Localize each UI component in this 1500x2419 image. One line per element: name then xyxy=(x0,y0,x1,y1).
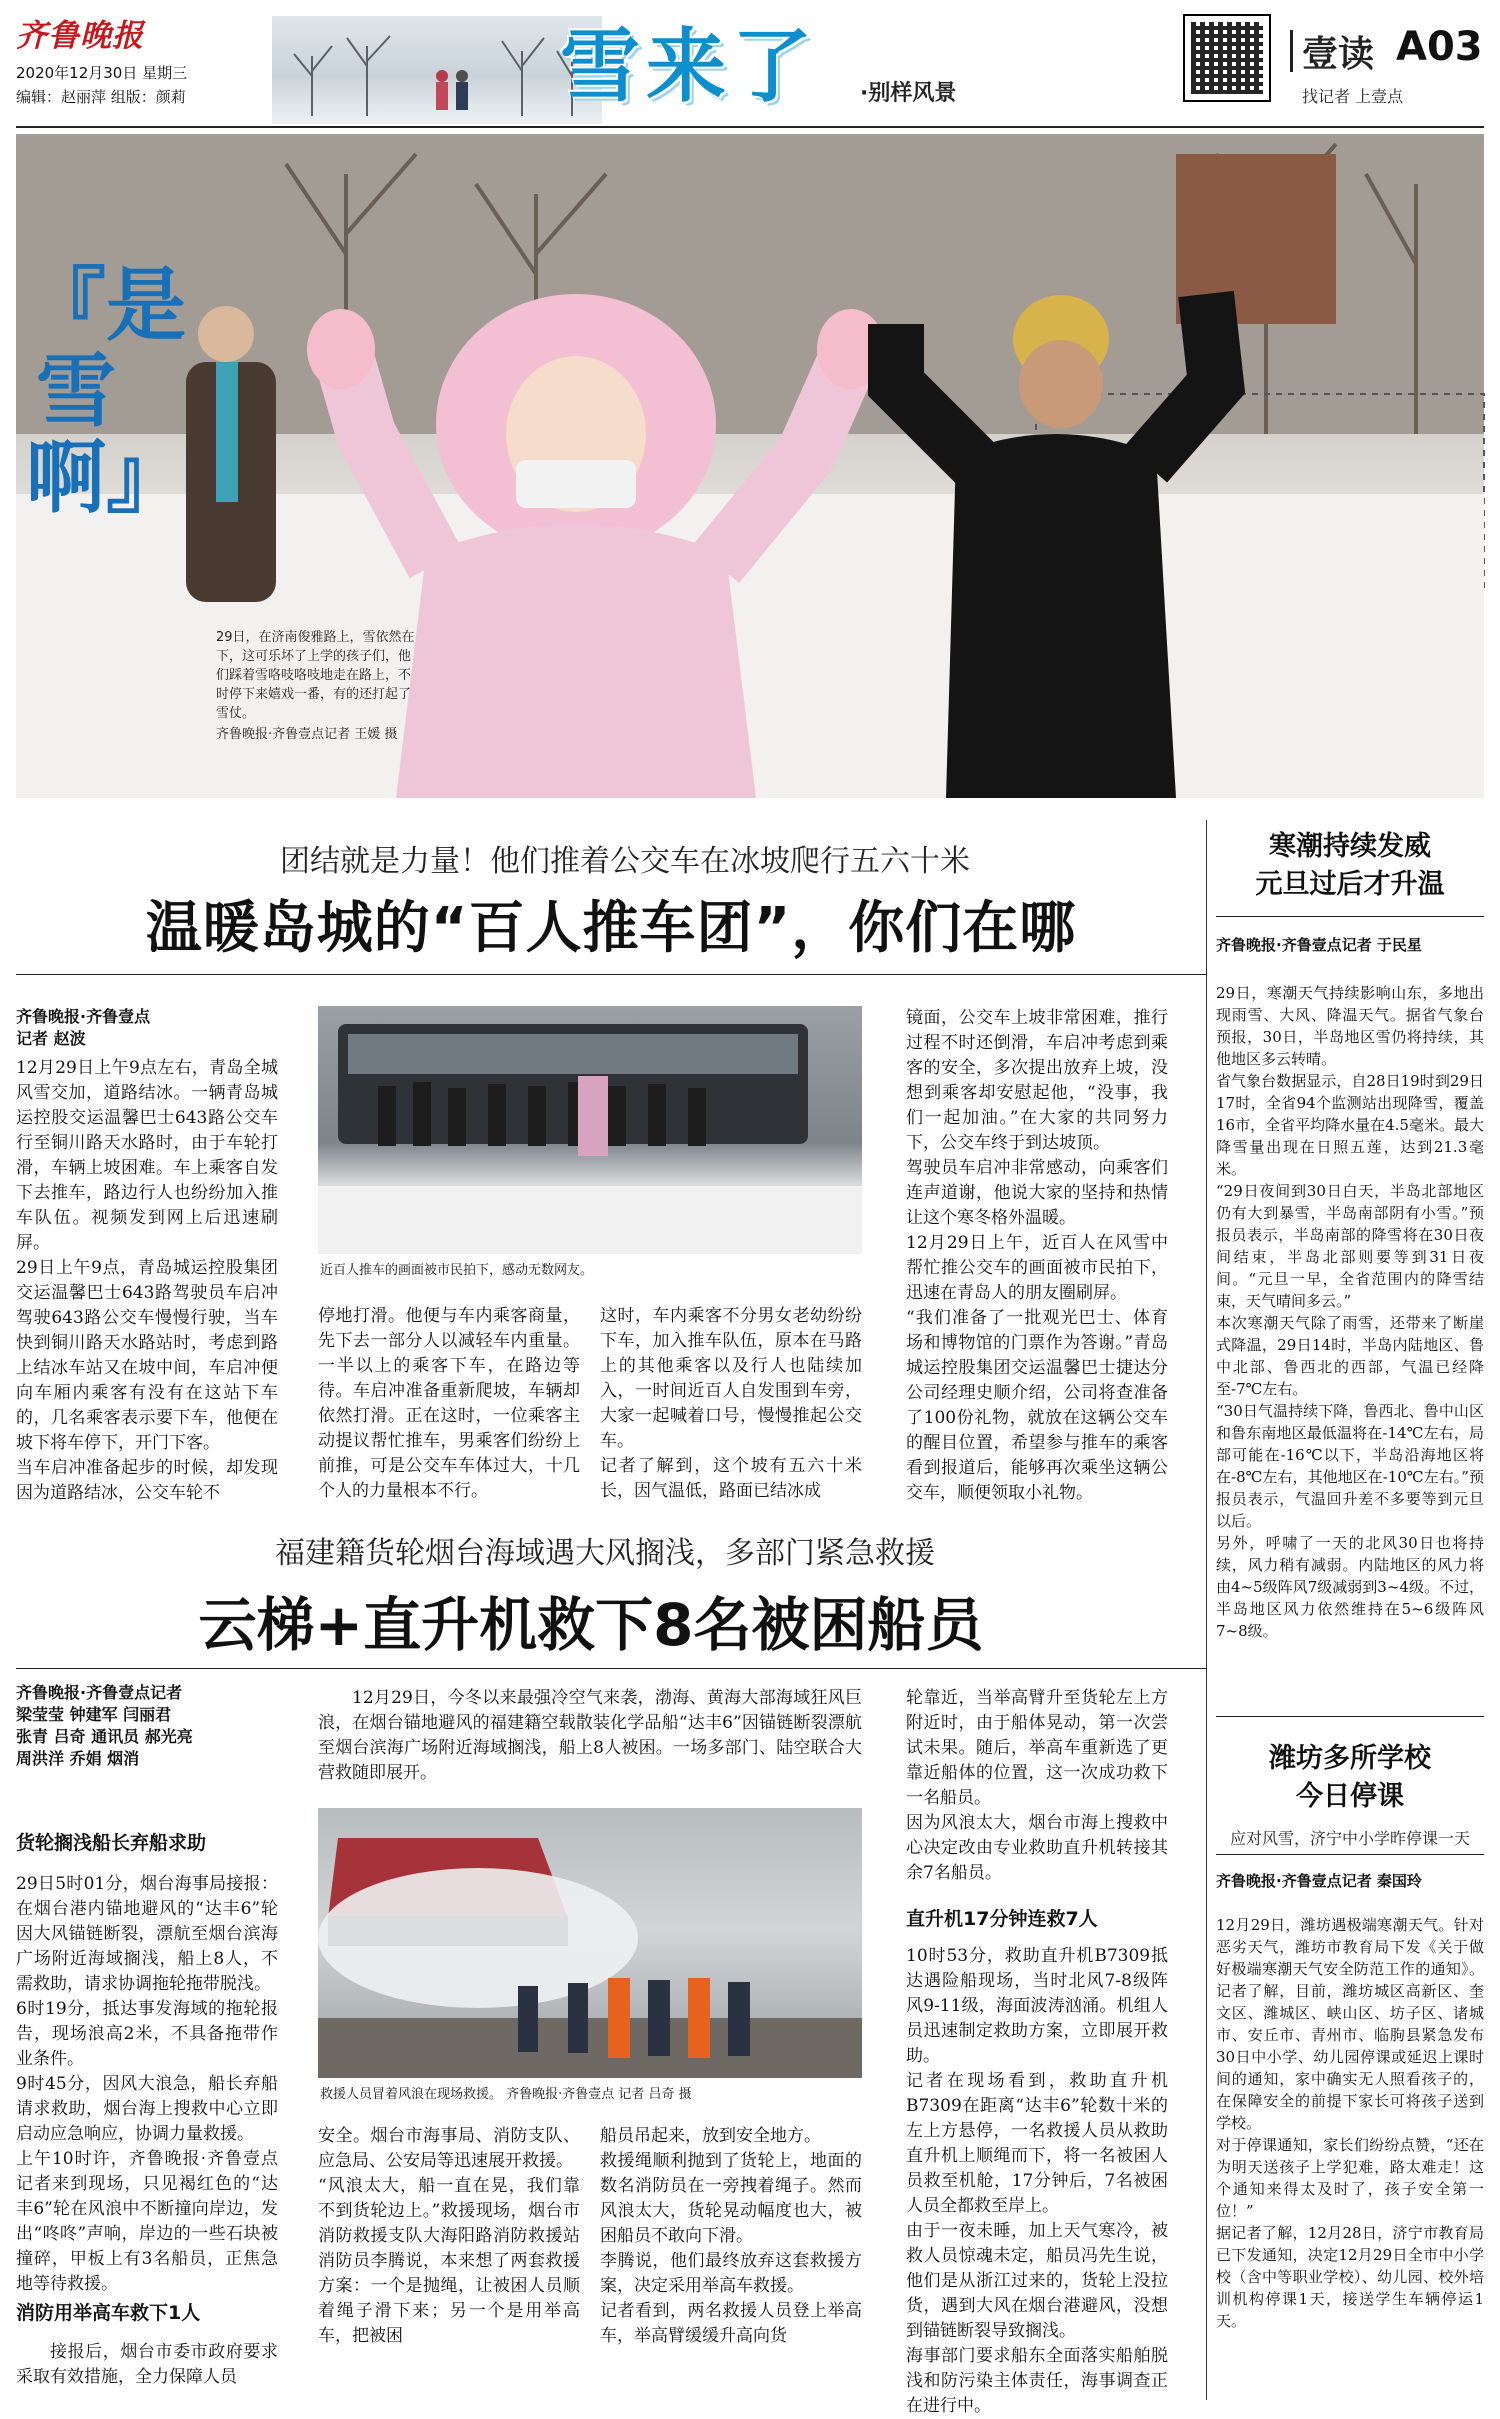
banner-trees xyxy=(272,16,602,124)
story2-photo xyxy=(318,1808,862,2078)
story1-kicker: 团结就是力量！他们推着公交车在冰坡爬行五六十米 xyxy=(280,844,970,879)
masthead-divider xyxy=(1290,30,1293,72)
hero-vertical-title: 『是雪啊』 xyxy=(26,258,186,524)
side2-rule xyxy=(1216,1854,1484,1855)
page-number: A03 xyxy=(1396,24,1483,70)
banner-title: 雪来了 xyxy=(560,19,818,113)
story2-col3: 船员吊起来，放到安全地方。 救援绳顺利抛到了货轮上，地面的数名消防员在一旁拽着绳子。然而风浪太大，货轮晃动幅度也大，被困船员不敢向下滑。 李腾说，他们最终放弃这套救援方案，决定采用举高车救援。 记者看到，两名救援人员登上举高车，举高臂缓缓升高向货 xyxy=(600,2126,862,2346)
story1-headline: 温暖岛城的“百人推车团”，你们在哪 xyxy=(145,896,1077,961)
story1-col2: 停地打滑。他便与车内乘客商量，先下去一部分人以减轻车内重量。一半以上的乘客下车，在路边等待。车启冲准备重新爬坡，车辆却依然打滑。正在这时，一位乘客主动提议帮忙推车，男乘客们纷纷上前推，可是公交车车体过大，十几个人的力量根本不行。 xyxy=(318,1306,580,1501)
story2-col4b: 10时53分，救助直升机B7309抵达遇险船现场，当时北风7-8级阵风9-11级，海面波涛汹涌。机组人员迅速制定救助方案，立即展开救助。 记者在现场看到，救助直升机B7309在距离“达丰6”轮数十米的左上方悬停，一名救援人员从救助直升机上顺绳而下，将一名被困人员救至机舱，17分钟后，7名被困人员全都救至岸上。 由于一夜未睡，加上天气寒冷，被救人员惊魂未定，船员冯先生说，他们是从浙江过来的，货轮上没拉货，遇到大风在烟台港避风，没想到锚链断裂导致搁浅。 海事部门要求船东全面落实船舶脱浅和防污染主体责任，海事调查正在进行中。 xyxy=(906,1946,1168,2416)
story2-sub3: 直升机17分钟连救7人 xyxy=(906,1908,1098,1930)
rescue-scene xyxy=(318,1808,862,2078)
side1-rule xyxy=(1216,916,1484,917)
banner-photo xyxy=(272,16,602,124)
story2-col4: 轮靠近，当举高臂升至货轮左上方附近时，由于船体晃动，第一次尝试未果。随后，举高车重新选了更靠近船体的位置，这一次成功救下一名船员。 因为风浪太大，烟台市海上搜救中心决定改由专业救助直升机转接其余7名船员。 xyxy=(906,1688,1168,1883)
story2-headline: 云梯+直升机救下8名被困船员 xyxy=(198,1591,984,1659)
story1-headline-rule xyxy=(16,974,1206,975)
qr-code[interactable] xyxy=(1183,14,1271,102)
story2-byline: 齐鲁晚报·齐鲁壹点记者 梁莹莹 钟建军 闫丽君 张青 吕奇 通讯员 郝光亮 周洪洋 乔娟 烟消 xyxy=(16,1683,193,1768)
masthead-rule xyxy=(16,126,1484,128)
hero-caption xyxy=(216,628,420,744)
story2-sub2: 消防用举高车救下1人 xyxy=(16,2302,201,2324)
side2-headline-line2: 今日停课 xyxy=(1296,1781,1404,1812)
story2-headline-rule xyxy=(16,1668,1206,1669)
side1-headline-line2: 元旦过后才升温 xyxy=(1255,869,1445,900)
story1-byline-outlet: 齐鲁晚报·齐鲁壹点 xyxy=(16,1007,151,1026)
reporters-line: 找记者 上壹点 xyxy=(1302,87,1404,106)
story2-sub1: 货轮搁浅船长弃船求助 xyxy=(16,1832,207,1854)
story2-col1b: 接报后，烟台市委市政府要求采取有效措施，全力保障人员 xyxy=(16,2342,278,2387)
side1-byline: 齐鲁晚报·齐鲁壹点记者 于民星 xyxy=(1216,936,1422,954)
story1-col3: 这时，车内乘客不分男女老幼纷纷下车，加入推车队伍，原本在马路上的其他乘客以及行人也陆续加入，一时间近百人自发围到车旁，大家一起喊着口号，慢慢推起公交车。 记者了解到，这个坡有五六十米长，因气温低，路面已结冰成 xyxy=(600,1306,862,1501)
story1-col1: 12月29日上午9点左右，青岛全城风雪交加，道路结冰。一辆青岛城运控股交运温馨巴士643路公交车行至铜川路天水路时，由于车轮打滑，车辆上坡困难。车上乘客自发下去推车，路边行人也纷纷加入推车队伍。视频发到网上后迅速刷屏。 29日上午9点，青岛城运控股集团交运温馨巴士643路驾驶员车启冲驾驶643路公交车慢慢行驶，当车快到铜川路天水路站时，考虑到路上结冰车站又在坡中间，车启冲便向车厢内乘客有没有在这站下车的，几名乘客表示要下车，他便在坡下将车停下，开门下客。 当车启冲准备起步的时候，却发现因为道路结冰，公交车轮不 xyxy=(16,1058,278,1503)
story1-byline xyxy=(16,1006,286,1050)
side1-headline xyxy=(1216,828,1484,904)
side2-headline xyxy=(1216,1740,1484,1816)
side2-body: 12月29日，潍坊遇极端寒潮天气。针对恶劣天气，潍坊市教育局下发《关于做好极端寒潮天气安全防范工作的通知》。记者了解，目前，潍坊城区高新区、奎文区、潍城区、峡山区、坊子区、诸城市、安丘市、青州市、临朐县紧急发布30日中小学、幼儿园停课或延迟上课时间的通知，家中确实无人照看孩子的，在保障安全的前提下家长可将孩子送到学校。 对于停课通知，家长们纷纷点赞，“还在为明天送孩子上学犯难，路太难走！这个通知来得太及时了，孩子安全第一位！” 据记者了解，12月28日，济宁市教育局已下发通知，决定12月29日全市中小学校（含中等职业学校）、幼儿园、校外培训机构停课1天，接送学生车辆停运1天。 xyxy=(1216,1916,1484,2330)
editors-line: 编辑：赵丽萍 组版：颜莉 xyxy=(16,88,186,106)
hero-credit: 齐鲁晚报·齐鲁壹点记者 王媛 摄 xyxy=(216,727,398,742)
story2-photo-caption: 救援人员冒着风浪在现场救援。 齐鲁晚报·齐鲁壹点 记者 吕奇 摄 xyxy=(320,2087,692,2102)
side2-top-rule xyxy=(1216,1716,1484,1717)
story2-lead: 12月29日，今冬以来最强冷空气来袭，渤海、黄海大部海域狂风巨浪，在烟台锚地避风的福建籍空载散装化学品船“达丰6”因锚链断裂漂航至烟台滨海广场附近海域搁浅，船上8人被困。一场多部门、陆空联合大营救随即展开。 xyxy=(318,1688,862,1783)
sidebar-divider xyxy=(1206,820,1207,2400)
story1-photo xyxy=(318,1006,862,1254)
side2-deck: 应对风雪，济宁中小学昨停课一天 xyxy=(1229,1829,1470,1848)
bus-scene xyxy=(318,1006,862,1254)
section-name: 壹读 xyxy=(1302,34,1375,75)
story1-photo-caption: 近百人推车的画面被市民拍下，感动无数网友。 xyxy=(320,1263,594,1278)
story1-col4: 镜面，公交车上坡非常困难，推行过程不时还倒滑，车启冲考虑到乘客的安全，多次提出放弃上坡，没想到乘客却安慰起他，“没事，我们一起加油。”在大家的共同努力下，公交车终于到达坡顶。 驾驶员车启冲非常感动，向乘客们连声道谢，他说大家的坚持和热情让这个寒冬格外温暖。 12月29日上午，近百人在风雪中帮忙推公交车的画面被市民拍下，迅速在青岛人的朋友圈刷屏。 “我们准备了一批观光巴士、体育场和博物馆的门票作为答谢。”青岛城运控股集团交运温馨巴士捷达分公司经理史顺介绍，公司将查准备了100份礼物，就放在这辆公交车的醒目位置，希望参与推车的乘客看到报道后，能够再次乘坐这辆公交车，顺便领取小礼物。 xyxy=(906,1008,1168,1503)
story2-col1: 29日5时01分，烟台海事局接报：在烟台港内锚地避风的“达丰6”轮因大风锚链断裂，漂航至烟台滨海广场附近海域搁浅，船上8人，不需救助，请求协调拖轮拖带脱浅。 6时19分，抵达事发海域的拖轮报告，现场浪高2米，不具备拖带作业条件。 9时45分，因风大浪急，船长弃船请求救助，烟台海上搜救中心立即启动应急响应，协调力量救援。 上午10时许，齐鲁晚报·齐鲁壹点记者来到现场，只见褐红色的“达丰6”轮在风浪中不断撞向岸边，发出“咚咚”声响，岸边的一些石块被撞碎，甲板上有3名船员，正焦急地等待救援。 xyxy=(16,1874,278,2294)
side1-body: 29日，寒潮天气持续影响山东，多地出现雨雪、大风、降温天气。据省气象台预报，30日，半岛地区雪仍将持续，其他地区多云转晴。 省气象台数据显示，自28日19时到29日17时，全省94个监测站出现降雪，覆盖16市，全省平均降水量在4.5毫米。最大降雪量出现在日照五莲，达到21.3毫米。 “29日夜间到30日白天，半岛北部地区仍有大到暴雪，半岛南部阴有小雪。”预报员表示，半岛南部的降雪将在30日夜间结束，半岛北部则要等到31日夜间。“元旦一早，全省范围内的降雪结束，天气晴间多云。” 本次寒潮天气除了雨雪，还带来了断崖式降温，29日14时，半岛内陆地区、鲁中北部、鲁西北的西部，气温已经降至-7℃左右。 “30日气温持续下降，鲁西北、鲁中山区和鲁东南地区最低温将在-14℃左右，局部可能在-16℃以下，半岛沿海地区将在-8℃左右，其他地区在-10℃左右。”预报员表示，气温回升差不多要等到元旦以后。 另外，呼啸了一天的北风30日也将持续，风力稍有减弱。内陆地区的风力将由4~5级阵风7级减弱到3~4级。不过，半岛地区风力依然维持在5~6级阵风7~8级。 xyxy=(1216,984,1484,1640)
paper-logo: 齐鲁晚报 xyxy=(16,18,144,54)
side2-headline-line1: 潍坊多所学校 xyxy=(1269,1743,1431,1774)
issue-date: 2020年12月30日 星期三 xyxy=(16,64,188,82)
story2-kicker: 福建籍货轮烟台海域遇大风搁浅，多部门紧急救援 xyxy=(275,1536,935,1571)
side2-byline: 齐鲁晚报·齐鲁壹点记者 秦国玲 xyxy=(1216,1872,1422,1890)
hero-caption-text: 29日，在济南俊雅路上，雪依然在下，这可乐坏了上学的孩子们，他们踩着雪咯吱咯吱地走在路上，不时停下来嬉戏一番，有的还打起了雪仗。 xyxy=(216,630,415,721)
story2-col2: 安全。烟台市海事局、消防支队、应急局、公安局等迅速展开救援。 “风浪太大，船一直在晃，我们靠不到货轮边上。”救援现场，烟台市消防救援支队大海阳路消防救援站消防员李腾说，本来想了两套救援方案：一个是抛绳，让被困人员顺着绳子滑下来；另一个是用举高车，把被困 xyxy=(318,2126,580,2346)
banner-subtitle: ·别样风景 xyxy=(860,81,957,106)
story1-byline-reporter: 记者 赵波 xyxy=(16,1029,86,1048)
side1-headline-line1: 寒潮持续发威 xyxy=(1269,831,1431,862)
